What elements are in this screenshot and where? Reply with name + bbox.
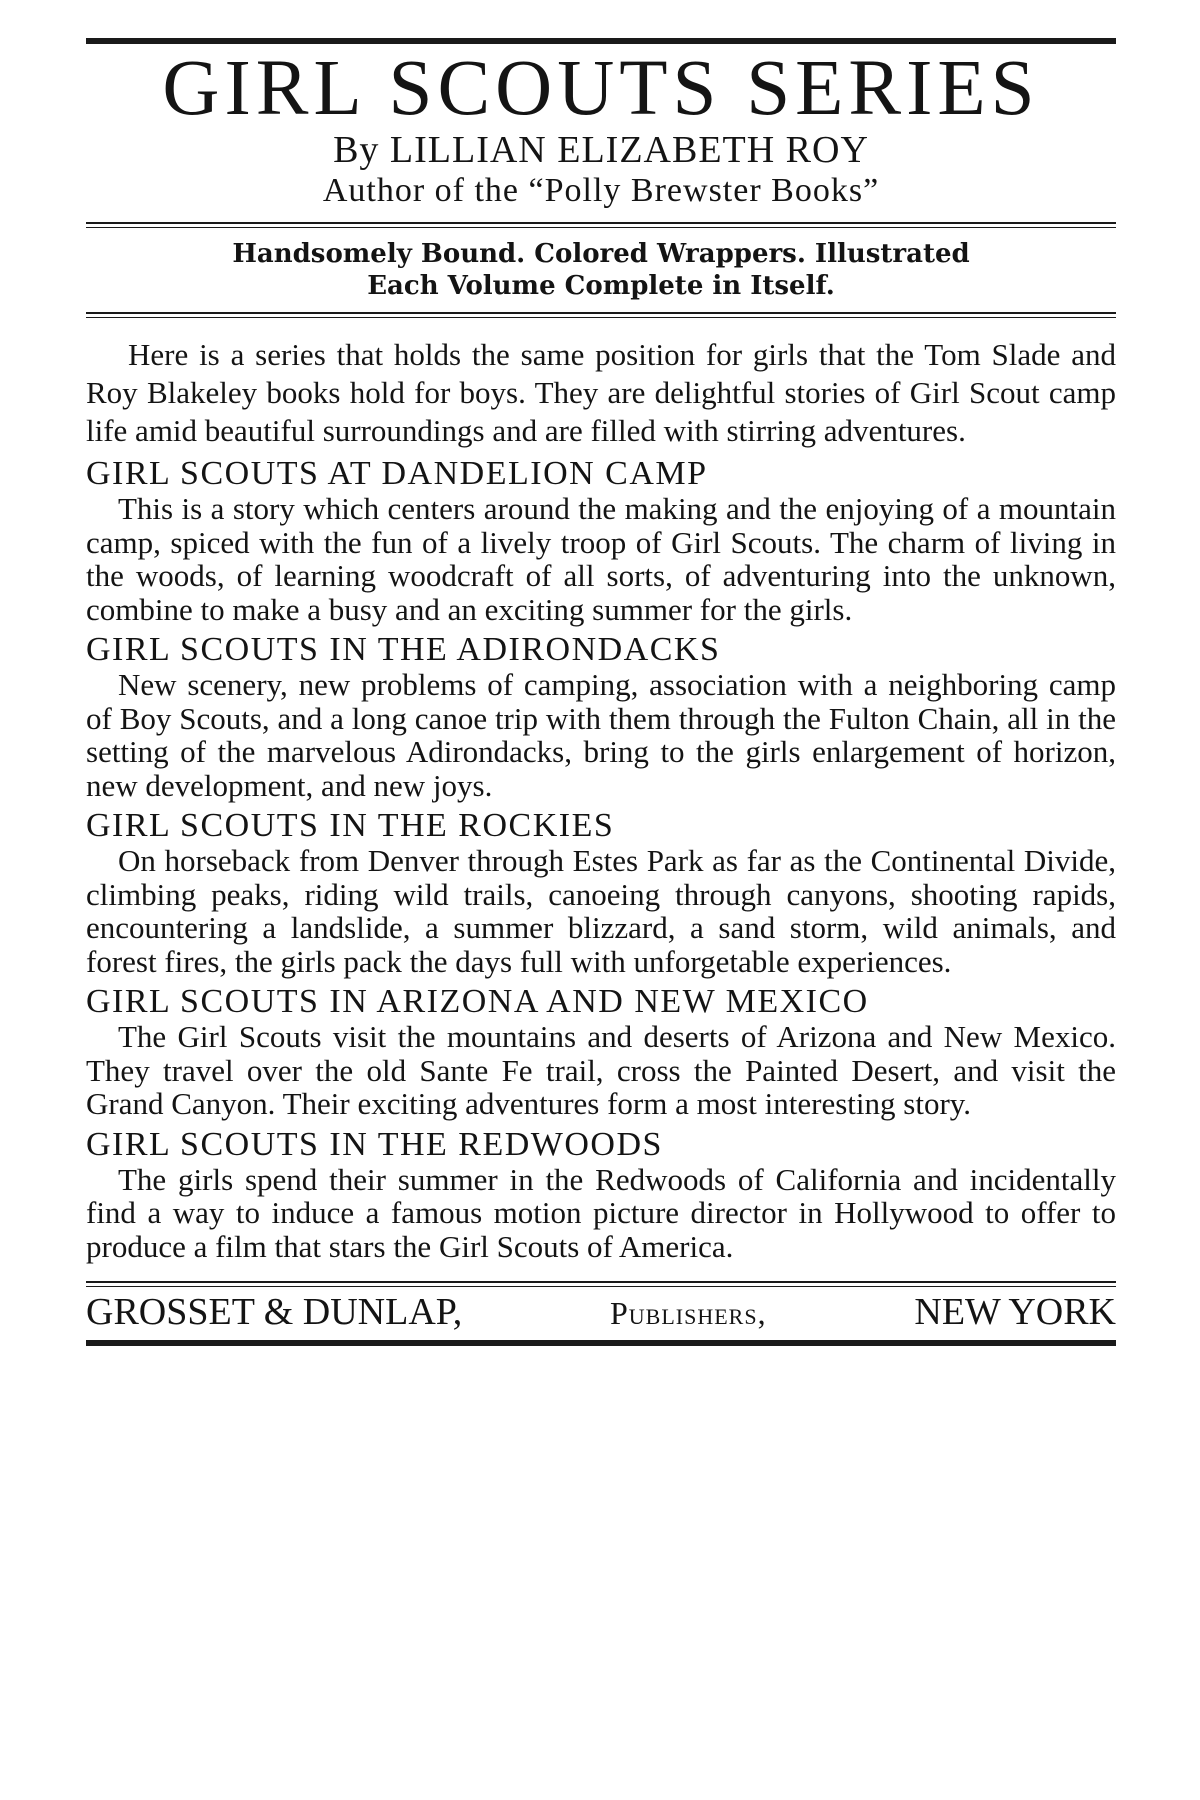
series-intro: Here is a series that holds the same position for girls that the Tom Slade and Roy Blakeley books hold for boys. They are delightful stories of Girl Scout camp life amid beautiful surroundings and are filled with stirring adventures.: [86, 337, 1116, 448]
book-entry: [86, 984, 1116, 1121]
book-title: GIRL SCOUTS AT DANDELION CAMP: [86, 455, 708, 492]
publisher-line: [86, 1291, 1116, 1334]
book-title: GIRL SCOUTS IN THE ADIRONDACKS: [86, 631, 721, 668]
series-title: GIRL SCOUTS SERIES: [162, 45, 1040, 132]
binding-divider: [86, 312, 1116, 318]
book-entry: [86, 1127, 1116, 1264]
publisher-city: NEW YORK: [914, 1291, 1116, 1333]
book-title: GIRL SCOUTS IN ARIZONA AND NEW MEXICO: [86, 983, 869, 1020]
book-description: New scenery, new problems of camping, association with a neighboring camp of Boy Scouts, and a long canoe trip with them through the Fulton Chain, all in the setting of the marvelous Adirondacks, bring to the girls enlargement of horizon, new development, and new joys.: [86, 667, 1116, 803]
binding-info: [86, 238, 1116, 302]
book-entry: [86, 632, 1116, 802]
book-description: The girls spend their summer in the Redwoods of California and incidentally find a way to induce a famous motion picture director in Hollywood to offer to produce a film that stars the Girl Scouts of America.: [86, 1161, 1116, 1264]
binding-line-1: Handsomely Bound. Colored Wrappers. Illustrated: [232, 239, 970, 269]
author-credit: Author of the “Polly Brewster Books”: [322, 172, 880, 209]
book-entry: [86, 456, 1116, 626]
book-title: GIRL SCOUTS IN THE REDWOODS: [86, 1125, 663, 1163]
publishers-label: Publishers,: [610, 1295, 767, 1331]
header-divider: [86, 222, 1116, 228]
book-title: GIRL SCOUTS IN THE ROCKIES: [86, 807, 615, 844]
binding-line-2: Each Volume Complete in Itself.: [367, 271, 835, 301]
bottom-rule: [86, 1340, 1116, 1346]
book-list: [86, 456, 1116, 1263]
publisher-name: GROSSET & DUNLAP,: [86, 1291, 463, 1333]
footer-divider: [86, 1281, 1116, 1287]
book-description: The Girl Scouts visit the mountains and deserts of Arizona and New Mexico. They travel over the old Sante Fe trail, cross the Painted Desert, and visit the Grand Canyon. Their exciting adventures form a most interesting story.: [86, 1019, 1116, 1121]
book-entry: [86, 808, 1116, 978]
book-description: On horseback from Denver through Estes Park as far as the Continental Divide, climbing peaks, riding wild trails, canoeing through canyons, shooting rapids, encountering a landslide, a summer blizzard, a sand storm, wild animals, and forest fires, the girls pack the days full with unforgetable experiences.: [86, 843, 1116, 979]
byline: By LILLIAN ELIZABETH ROY: [333, 129, 869, 171]
book-description: This is a story which centers around the making and the enjoying of a mountain camp, spiced with the fun of a lively troop of Girl Scouts. The charm of living in the woods, of learning woodcraft of all sorts, of adventuring into the unknown, combine to make a busy and an exciting summer for the girls.: [86, 491, 1116, 627]
advertisement-page: [86, 38, 1116, 1346]
top-rule: [86, 38, 1116, 44]
